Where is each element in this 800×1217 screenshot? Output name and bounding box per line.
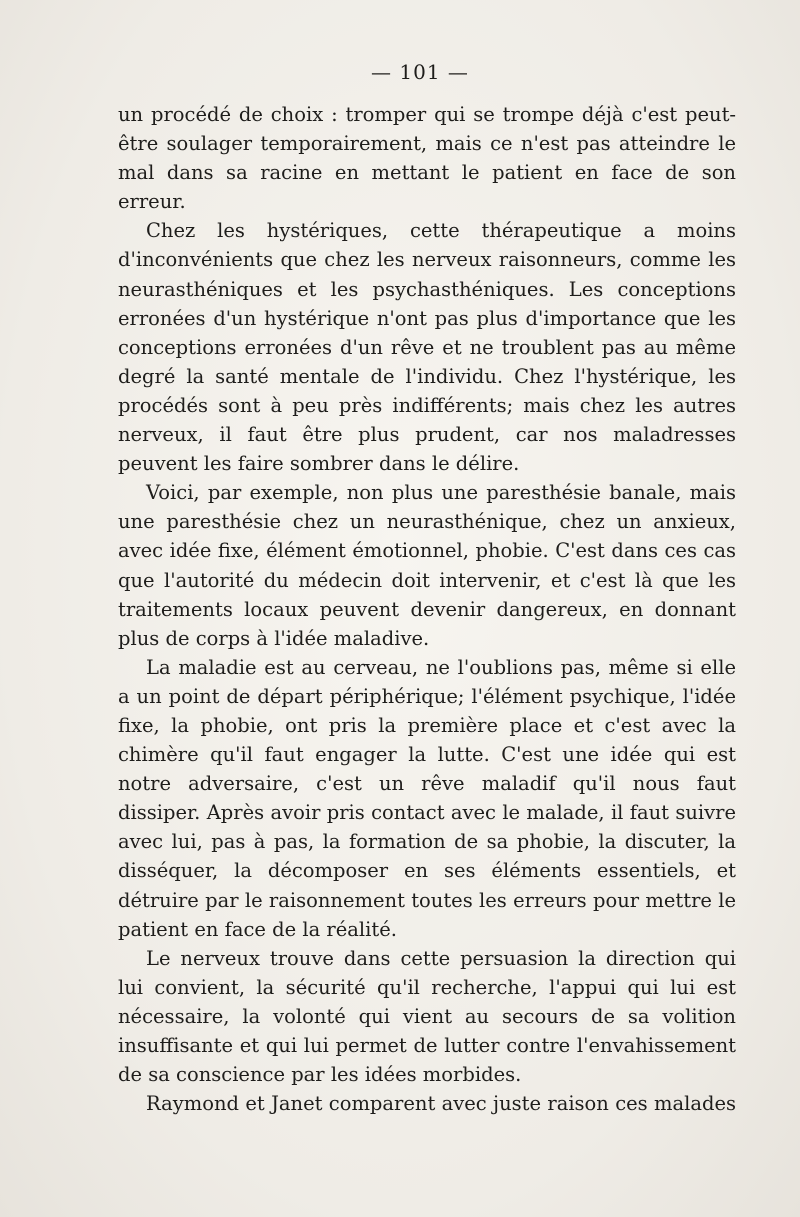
paragraph-6: Raymond et Janet comparent avec juste raison ces malades: [146, 1092, 736, 1116]
paragraph-4: La maladie est au cerveau, ne l'oublions pas, même si elle a un point de départ périphérique; l'élément psychique, l'idée fixe, la phobie, ont pris la première place et c'est avec la chimère qu'il faut engager la lutte. C'est une idée qui est notre adversaire, c'est un rêve maladif qu'il nous faut dissiper. Après avoir pris contact avec le malade, il faut suivre avec lui, pas à pas, la formation de sa phobie, la discuter, la disséquer, la décomposer en ses éléments essentiels, et détruire par le raisonnement toutes les erreurs pour mettre le patient en face de la réalité.: [118, 655, 736, 941]
paragraph-1: un procédé de choix : tromper qui se trompe déjà c'est peut-être soulager temporairement, mais ce n'est pas atteindre le mal dans sa racine en mettant le patient en face de son erreur.: [118, 103, 736, 214]
page-number: — 101 —: [371, 60, 469, 84]
paragraph-3: Voici, par exemple, non plus une paresthésie banale, mais une paresthésie chez un neurasthénique, chez un anxieux, avec idée fixe, élément émotionnel, phobie. C'est dans ces cas que l'autorité du médecin doit intervenir, et c'est là que les traitements locaux peuvent devenir dangereux, en donnant plus de corps à l'idée maladive.: [118, 481, 736, 650]
body-text: [118, 100, 736, 1118]
paragraph-5: Le nerveux trouve dans cette persuasion la direction qui lui convient, la sécurité qu'il recherche, l'appui qui lui est nécessaire, la volonté qui vient au secours de sa volition insuffisante et qui lui permet de lutter contre l'envahissement de sa conscience par les idées morbides.: [118, 946, 736, 1087]
paragraph-2: Chez les hystériques, cette thérapeutique a moins d'inconvénients que chez les nerveux raisonneurs, comme les neurasthéniques et les psychasthéniques. Les conceptions erronées d'un hystérique n'ont pas plus d'importance que les conceptions erronées d'un rêve et ne troublent pas au même degré la santé mentale de l'individu. Chez l'hystérique, les procédés sont à peu près indifférents; mais chez les autres nerveux, il faut être plus prudent, car nos maladresses peuvent les faire sombrer dans le délire.: [118, 219, 736, 476]
